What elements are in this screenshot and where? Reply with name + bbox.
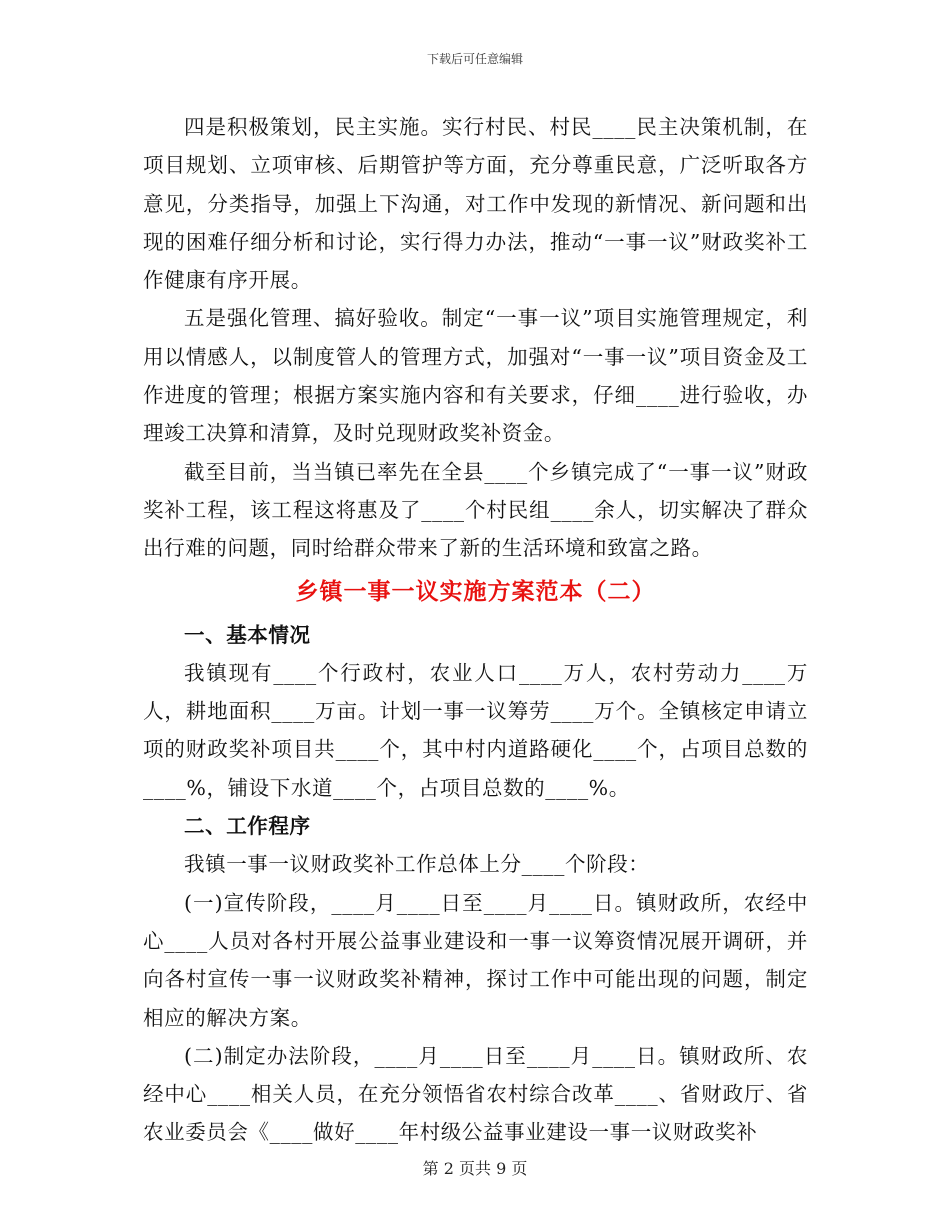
header-note: 下载后可任意编辑 <box>426 52 523 66</box>
heading-basic-situation: 一、基本情况 <box>184 622 311 647</box>
page-number-footer: 第 2 页共 9 页 <box>422 1159 528 1178</box>
paragraph-democratic-implementation: 四是积极策划，民主实施。实行村民、村民____民主决策机制，在项目规划、立项审核、后期管护等方面，充分尊重民意，广泛听取各方意见，分类指导，加强上下沟通，对工作中发现的新情况、新问题和出现的困难仔细分析和讨论，实行得力办法，推动“一事一议”财政奖补工作健康有序开展。 <box>143 115 808 293</box>
paragraph-management-acceptance: 五是强化管理、搞好验收。制定“一事一议”项目实施管理规定，利用以情感人，以制度管人的管理方式，加强对“一事一议”项目资金及工作进度的管理；根据方案实施内容和有关要求，仔细____进行验收，办理竣工决算和清算，及时兑现财政奖补资金。 <box>143 306 808 446</box>
paragraph-current-progress: 截至目前，当当镇已率先在全县____个乡镇完成了“一事一议”财政奖补工程，该工程这将惠及了____个村民组____余人，切实解决了群众出行难的问题，同时给群众带来了新的生活环境和致富之路。 <box>143 459 808 561</box>
paragraph-basic-situation: 我镇现有____个行政村，农业人口____万人，农村劳动力____万人，耕地面积____万亩。计划一事一议筹劳____万个。全镇核定申请立项的财政奖补项目共____个，其中村内道路硬化____个，占项目总数的____%，铺设下水道____个，占项目总数的____%。 <box>143 660 808 800</box>
paragraph-method-stage: (二)制定办法阶段，____月____日至____月____日。镇财政所、农经中心____相关人员，在充分领悟省农村综合改革____、省财政厅、省农业委员会《____做好____年村级公益事业建设一事一议财政奖补 <box>143 1043 808 1145</box>
document-body <box>143 108 808 1152</box>
paragraph-stages-overview: 我镇一事一议财政奖补工作总体上分____个阶段： <box>184 852 650 877</box>
paragraph-publicity-stage: (一)宣传阶段，____月____日至____月____日。镇财政所，农经中心____人员对各村开展公益事业建设和一事一议筹资情况展开调研，并向各村宣传一事一议财政奖补精神，探讨工作中可能出现的问题，制定相应的解决方案。 <box>143 890 808 1030</box>
section-title: 乡镇一事一议实施方案范本（二） <box>295 577 656 605</box>
heading-work-procedure: 二、工作程序 <box>184 814 311 839</box>
